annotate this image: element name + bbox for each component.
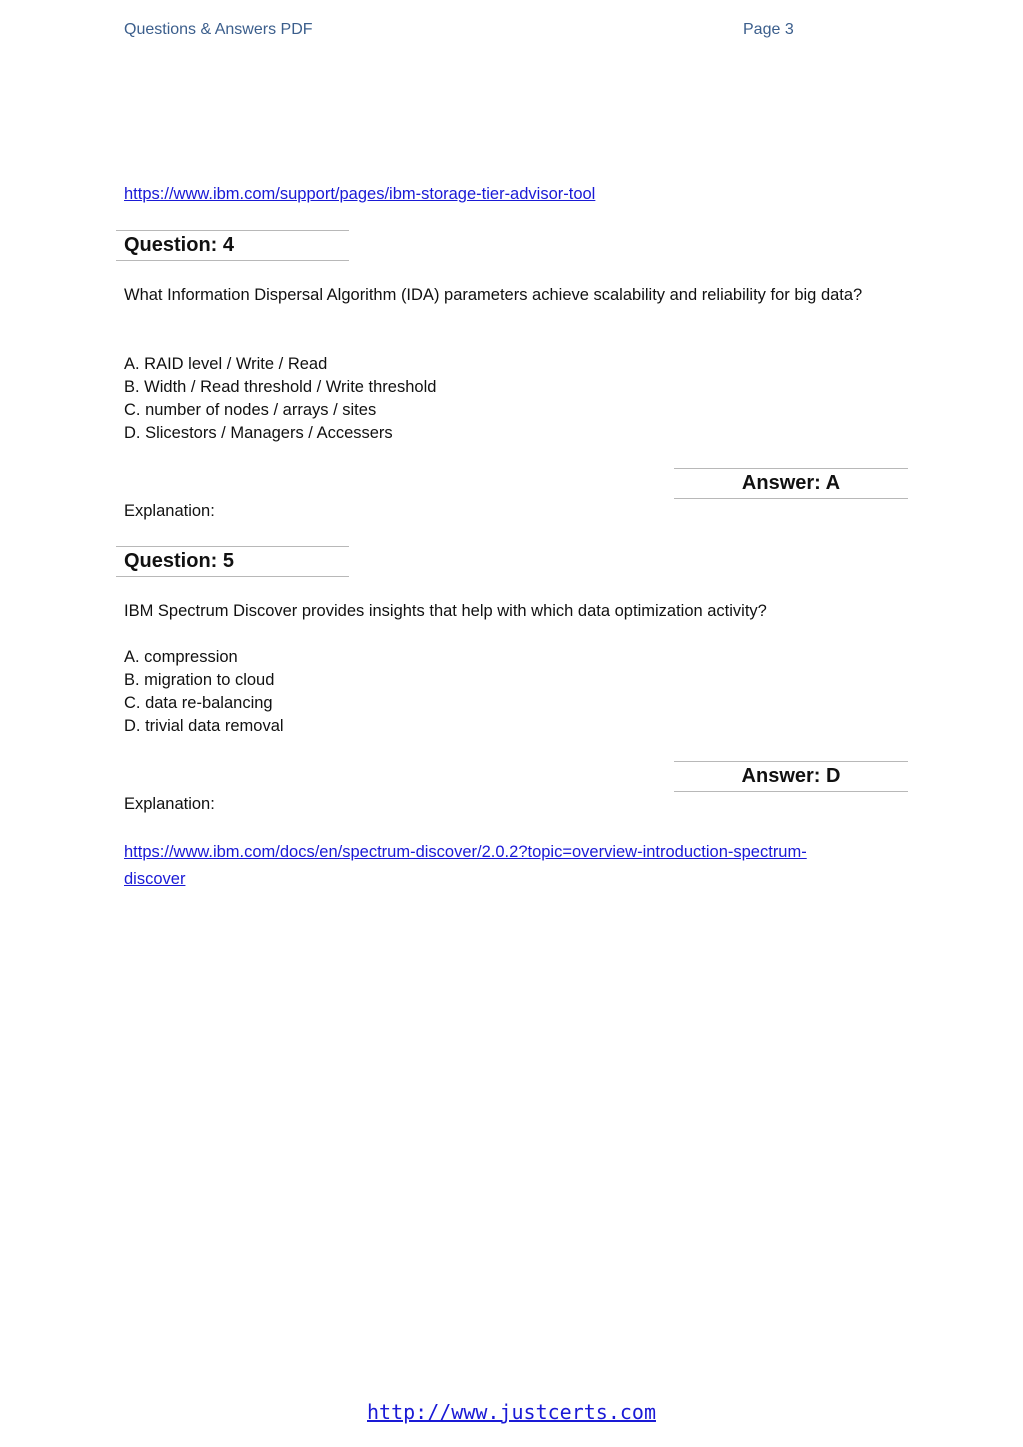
- question-4-option-b: B. Width / Read threshold / Write threshold: [124, 378, 437, 396]
- question-5-header: [116, 546, 349, 577]
- footer-link[interactable]: http://www.justcerts.com: [367, 1400, 656, 1424]
- footer: [0, 1400, 1023, 1424]
- header-title: Questions & Answers PDF: [124, 21, 313, 38]
- top-reference: [124, 185, 595, 204]
- question-4-options: [124, 353, 436, 445]
- question-4-answer-box: [674, 468, 908, 499]
- question-5-options: [124, 646, 284, 738]
- question-4-header: [116, 230, 349, 261]
- question-5-option-b: B. migration to cloud: [124, 671, 275, 689]
- question-4-answer: Answer: A: [741, 472, 841, 494]
- question-5-answer: Answer: D: [741, 765, 841, 787]
- question-5-answer-box: [674, 761, 908, 792]
- question-4-option-c: C. number of nodes / arrays / sites: [124, 401, 377, 419]
- question-4-text: What Information Dispersal Algorithm (IDA) parameters achieve scalability and reliability for big data?: [124, 286, 863, 304]
- question-4-explanation-label: Explanation:: [124, 502, 215, 520]
- question-4-option-a: A. RAID level / Write / Read: [124, 355, 328, 373]
- question-5-title: Question: 5: [124, 550, 235, 572]
- question-5-reference-link-line1[interactable]: https://www.ibm.com/docs/en/spectrum-discover/2.0.2?topic=overview-introduction-spectrum-: [124, 843, 807, 861]
- page-number: Page 3: [743, 21, 794, 38]
- question-4-option-d: D. Slicestors / Managers / Accessers: [124, 424, 393, 442]
- question-5-text: IBM Spectrum Discover provides insights that help with which data optimization activity?: [124, 602, 767, 620]
- question-5-option-c: C. data re-balancing: [124, 694, 273, 712]
- top-reference-link[interactable]: https://www.ibm.com/support/pages/ibm-storage-tier-advisor-tool: [124, 185, 596, 203]
- question-5-reference: [124, 839, 807, 893]
- question-5-option-a: A. compression: [124, 648, 238, 666]
- question-5-explanation-label: Explanation:: [124, 795, 215, 813]
- question-5-option-d: D. trivial data removal: [124, 717, 284, 735]
- question-4-title: Question: 4: [124, 234, 235, 256]
- question-5-reference-link-line2[interactable]: discover: [124, 870, 186, 888]
